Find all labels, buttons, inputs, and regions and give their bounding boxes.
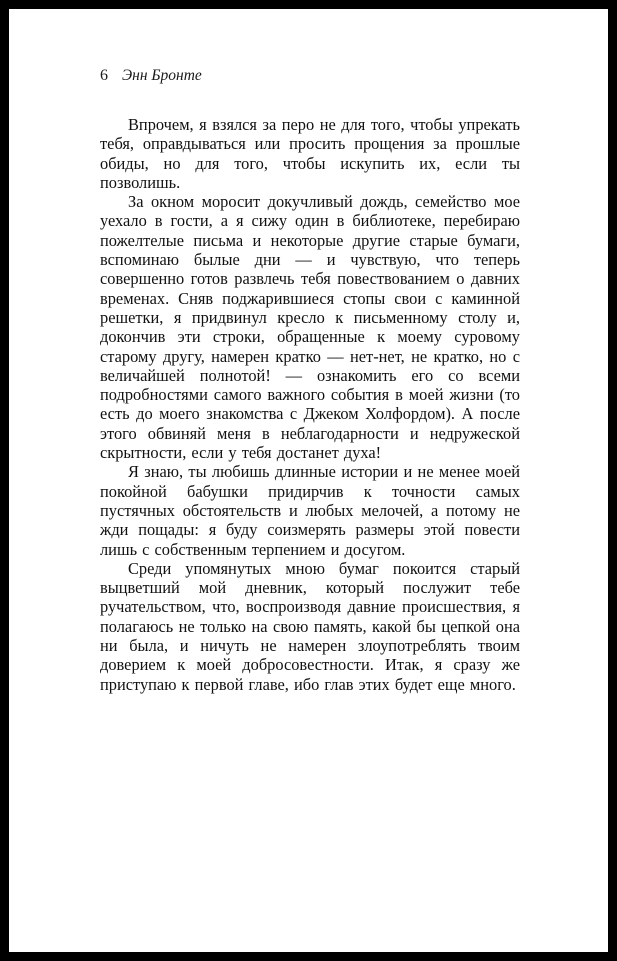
paragraph: Среди упомянутых мною бумаг покоится старый выцветший мой дневник, который послужит тебе ручательством, что, воспроизводя давние происшествия, я полагаюсь не только на свою память, какой бы цепкой она ни была, и ничуть не намерен злоупотреблять твоим доверием к моей добросовестности. Итак, я сразу же приступаю к первой главе, ибо глав этих будет еще много. xyxy=(100,558,520,694)
page-header xyxy=(100,67,520,85)
book-page xyxy=(9,9,608,952)
running-title-author: Энн Бронте xyxy=(122,67,202,84)
paragraph: За окном моросит докучливый дождь, семейство мое уехало в гости, а я сижу один в библиотеке, перебираю пожелтелые письма и некоторые другие старые бумаги, вспоминаю былые дни — и чувствую, что теперь совершенно готов развлечь тебя повествованием о давних временах. Сняв поджарившиеся стопы свои с каминной решетки, я придвинул кресло к письменному столу и, докончив эти строки, обращенные к моему суровому старому другу, намерен кратко — нет-нет, не кратко, но с величайшей полнотой! — ознакомить его со всеми подробностями самого важного события в моей жизни (то есть до моего знакомства с Джеком Холфордом). А после этого обвиняй меня в неблагодарности и недружеской скрытности, если у тебя достанет духа! xyxy=(100,192,520,463)
body-text xyxy=(100,115,520,694)
page-number: 6 xyxy=(100,67,108,84)
paragraph: Я знаю, ты любишь длинные истории и не менее моей покойной бабушки придирчив к точности самых пустячных обстоятельств и любых мелочей, а потому не жди пощады: я буду соизмерять размеры этой повести лишь с собственным терпением и досугом. xyxy=(100,462,520,559)
paragraph: Впрочем, я взялся за перо не для того, чтобы упрекать тебя, оправдываться или просить прощения за прошлые обиды, но для того, чтобы искупить их, если ты позволишь. xyxy=(100,115,520,192)
page-content-area xyxy=(100,67,520,694)
